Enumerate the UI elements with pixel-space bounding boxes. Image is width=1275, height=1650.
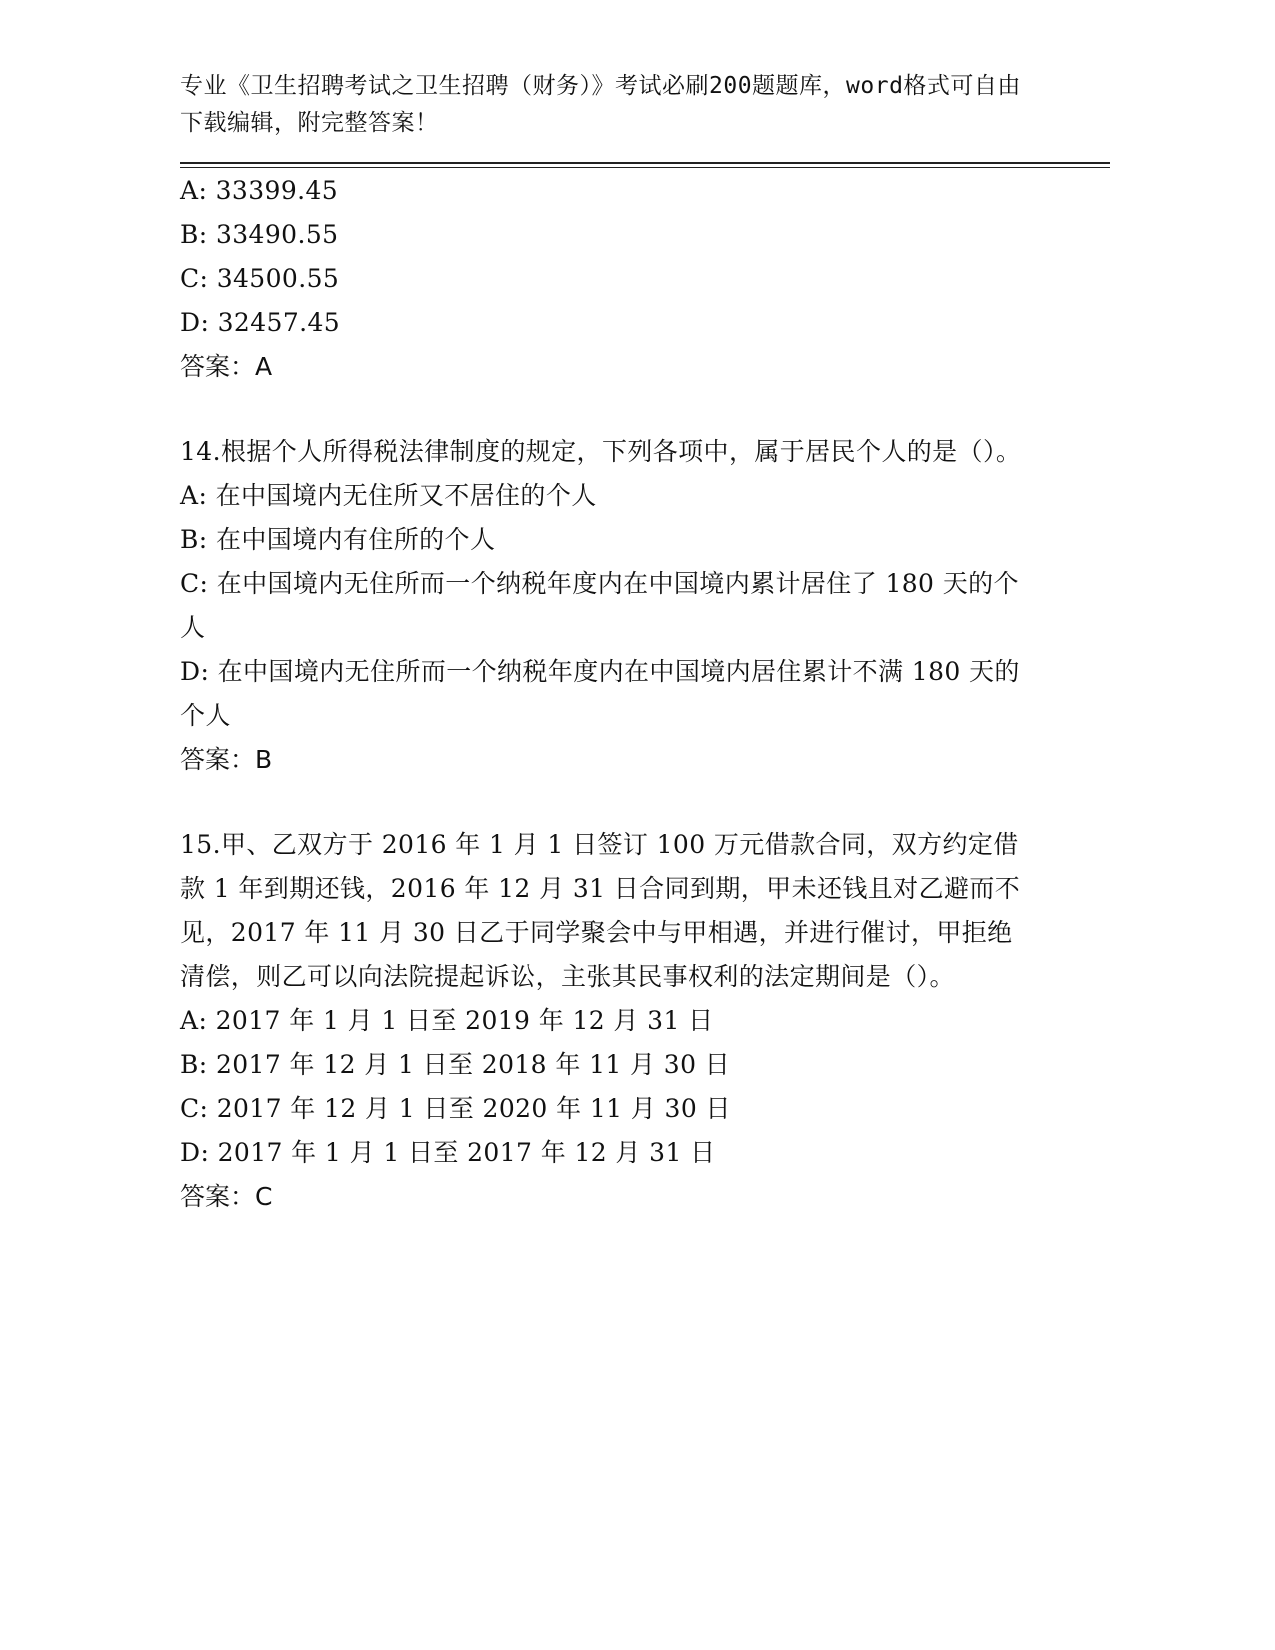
answer: 答案：A: [180, 352, 273, 381]
document-page: [180, 68, 1110, 1219]
question-14: [180, 430, 1110, 782]
option-c: C: 在中国境内无住所而一个纳税年度内在中国境内累计居住了 180 天的个人: [180, 569, 1019, 642]
option-c: C: 34500.55: [180, 264, 340, 293]
option-a: A: 33399.45: [180, 176, 339, 205]
header-divider: [180, 162, 1110, 164]
question-15: [180, 823, 1110, 1219]
option-a: A: 2017 年 1 月 1 日至 2019 年 12 月 31 日: [180, 1006, 714, 1035]
option-a: A: 在中国境内无住所又不居住的个人: [180, 481, 597, 510]
option-b: B: 2017 年 12 月 1 日至 2018 年 11 月 30 日: [180, 1050, 731, 1079]
answer: 答案：B: [180, 745, 273, 774]
option-c: C: 2017 年 12 月 1 日至 2020 年 11 月 30 日: [180, 1094, 731, 1123]
question-stem: 15.甲、乙双方于 2016 年 1 月 1 日签订 100 万元借款合同，双方约定借款 1 年到期还钱，2016 年 12 月 31 日合同到期，甲未还钱且对乙避而不见，2017 年 11 月 30 日乙于同学聚会中与甲相遇，并进行催讨，甲拒绝清偿，则乙可以向法院提起诉讼，主张其民事权利的法定期间是（）。: [180, 830, 1021, 991]
document-header: 专业《卫生招聘考试之卫生招聘（财务）》考试必刷200题题库，word格式可自由下载编辑，附完整答案！: [180, 73, 1021, 136]
option-b: B: 在中国境内有住所的个人: [180, 525, 496, 554]
option-b: B: 33490.55: [180, 220, 339, 249]
option-d: D: 在中国境内无住所而一个纳税年度内在中国境内居住累计不满 180 天的个人: [180, 657, 1020, 730]
option-d: D: 2017 年 1 月 1 日至 2017 年 12 月 31 日: [180, 1138, 716, 1167]
question-stem: 14.根据个人所得税法律制度的规定，下列各项中，属于居民个人的是（）。: [180, 437, 1022, 466]
question-13: [180, 169, 1110, 389]
option-d: D: 32457.45: [180, 308, 341, 337]
answer: 答案：C: [180, 1182, 273, 1211]
